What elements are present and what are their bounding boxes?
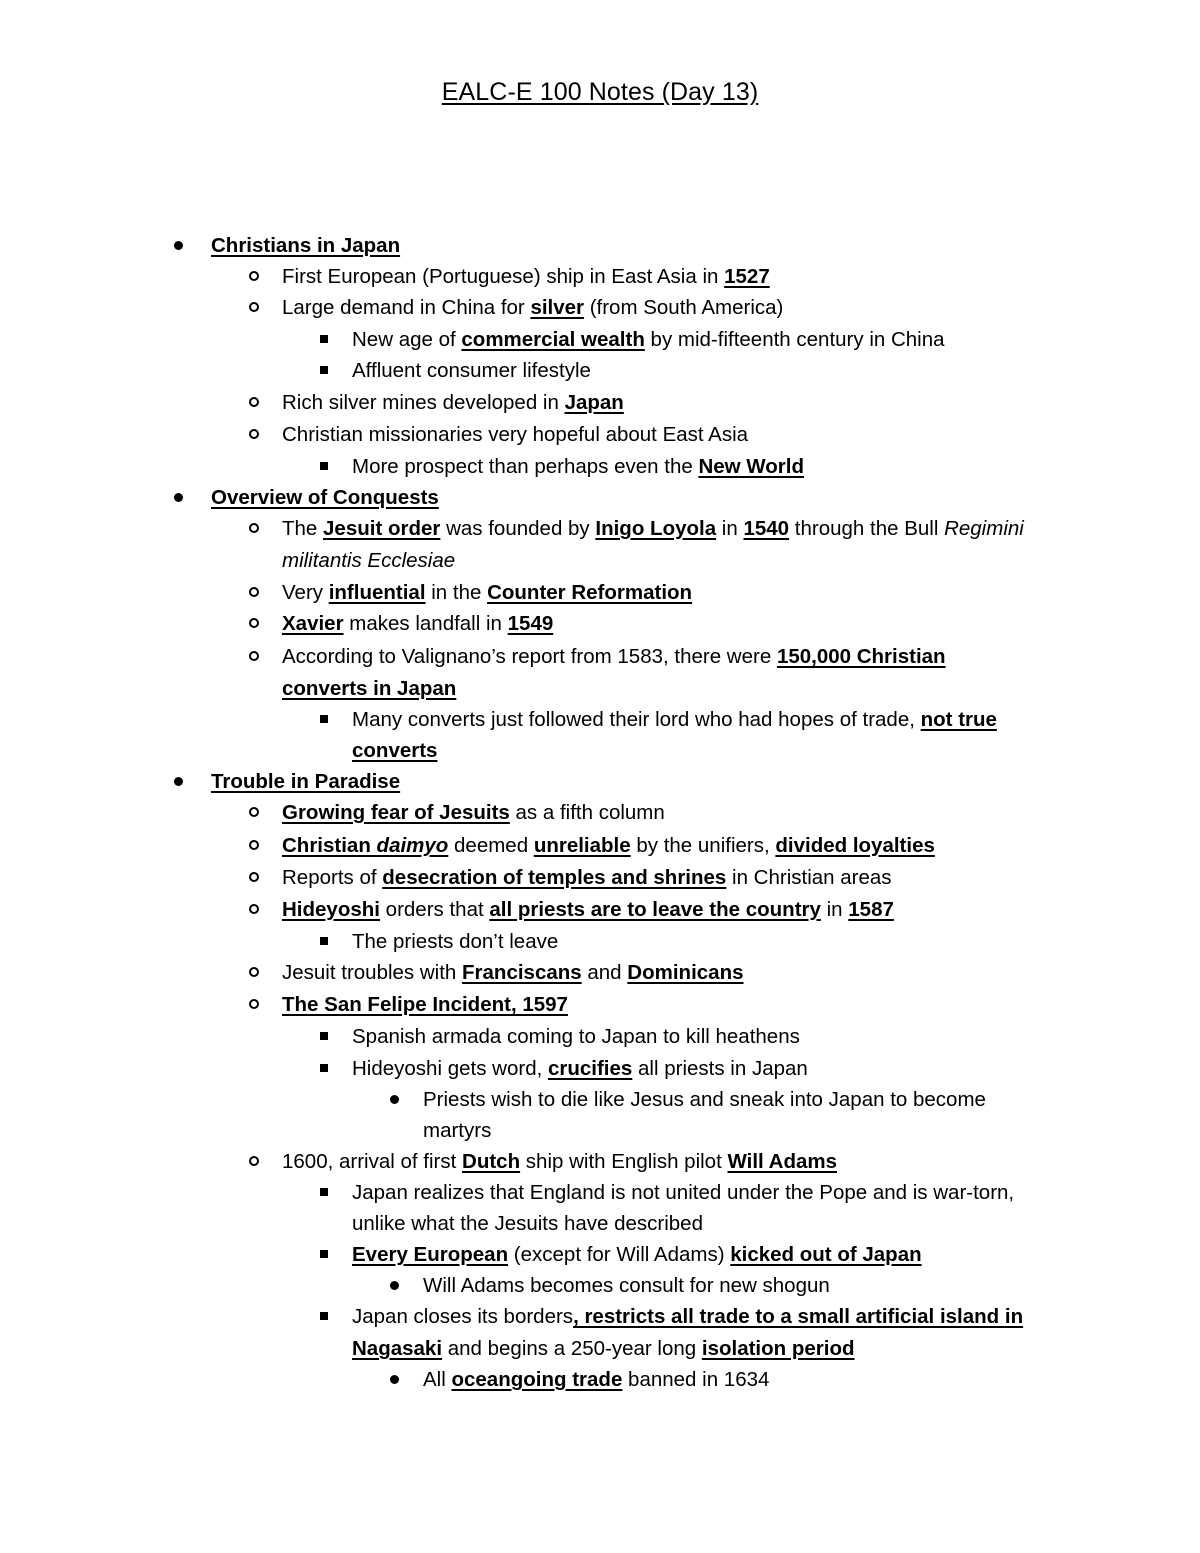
emphasized-text: Overview of Conquests <box>211 486 439 509</box>
emphasized-text: Inigo Loyola <box>595 517 717 540</box>
square-bullet-icon <box>320 937 328 945</box>
emphasized-text: isolation period <box>701 1337 855 1360</box>
emphasized-text: 1527 <box>724 265 770 288</box>
note-text: ship with English pilot <box>520 1150 728 1173</box>
page-title: EALC-E 100 Notes (Day 13) <box>441 78 759 106</box>
note-line-level-2 <box>282 545 455 576</box>
note-line-level-2 <box>282 830 935 861</box>
note-line-level-3 <box>352 324 945 355</box>
emphasized-text: Growing fear of Jesuits <box>282 801 510 824</box>
circle-bullet-icon <box>249 271 259 281</box>
emphasized-text: Xavier <box>282 612 344 635</box>
circle-bullet-icon <box>249 651 259 661</box>
note-line-level-2 <box>282 797 665 828</box>
note-text: makes landfall in <box>343 612 508 635</box>
emphasized-text: 1540 <box>743 517 790 540</box>
emphasized-text: silver <box>530 296 585 319</box>
emphasized-text: influential <box>328 581 426 604</box>
note-text: Affluent consumer lifestyle <box>352 359 591 382</box>
note-line-level-2 <box>282 862 892 893</box>
note-text: unlike what the Jesuits have described <box>352 1212 703 1235</box>
emphasized-text: oceangoing trade <box>451 1368 623 1391</box>
note-line-level-3 <box>352 704 997 735</box>
note-text: Large demand in China for <box>282 296 531 319</box>
note-text: in <box>820 898 849 921</box>
note-line-level-2 <box>282 513 1024 544</box>
emphasized-text: Trouble in Paradise <box>211 770 401 793</box>
emphasized-text: Franciscans <box>462 961 582 984</box>
square-bullet-icon <box>320 715 328 723</box>
note-text: orders that <box>379 898 490 921</box>
note-text: in the <box>425 581 488 604</box>
note-line-level-3 <box>352 355 591 386</box>
note-line-level-4 <box>423 1115 491 1146</box>
note-text: militantis Ecclesiae <box>282 549 456 572</box>
note-line-level-1 <box>211 766 400 797</box>
square-bullet-icon <box>320 1064 328 1072</box>
note-line-level-2 <box>282 608 553 639</box>
note-text: Japan realizes that England is not united under the Pope and is war-torn, <box>352 1181 1015 1204</box>
emphasized-text: all priests are to leave the country <box>489 898 821 921</box>
circle-bullet-icon <box>249 967 259 977</box>
emphasized-text: Nagasaki <box>352 1337 443 1360</box>
emphasized-text: Counter Reformation <box>487 581 693 604</box>
square-bullet-icon <box>320 1032 328 1040</box>
note-line-level-3 <box>352 926 558 957</box>
emphasized-text: not true <box>920 708 997 731</box>
note-text: Priests wish to die like Jesus and sneak into Japan to become <box>423 1088 986 1111</box>
note-line-level-2 <box>282 577 692 608</box>
note-line-level-2 <box>282 989 568 1020</box>
note-line-level-3 <box>352 1177 1014 1208</box>
circle-bullet-icon <box>249 397 259 407</box>
emphasized-text: converts in Japan <box>282 677 457 700</box>
circle-bullet-icon <box>249 840 259 850</box>
circle-bullet-icon <box>249 429 259 439</box>
note-text: The <box>282 517 324 540</box>
emphasized-text: desecration of temples and shrines <box>382 866 727 889</box>
note-line-level-2 <box>282 957 744 988</box>
circle-bullet-icon <box>249 302 259 312</box>
note-line-level-2 <box>282 1146 837 1177</box>
disc-bullet-icon <box>174 241 183 250</box>
disc-bullet-icon <box>390 1281 399 1290</box>
emphasized-text: Jesuit order <box>323 517 441 540</box>
note-text: Japan closes its borders <box>352 1305 574 1328</box>
emphasized-text: Christians in Japan <box>211 234 401 257</box>
note-line-level-3 <box>352 1301 1023 1332</box>
note-line-level-2 <box>282 419 748 450</box>
note-line-level-4 <box>423 1364 769 1395</box>
circle-bullet-icon <box>249 1156 259 1166</box>
note-text: (except for Will Adams) <box>508 1243 731 1266</box>
note-text: Jesuit troubles with <box>282 961 463 984</box>
note-line-level-3 <box>352 1021 800 1052</box>
note-text: banned in 1634 <box>622 1368 770 1391</box>
emphasized-text: Every European <box>352 1243 509 1266</box>
note-text: all priests in Japan <box>632 1057 808 1080</box>
note-line-level-3 <box>352 1333 855 1364</box>
note-line-level-2 <box>282 894 894 925</box>
note-text: Christian missionaries very hopeful about East Asia <box>282 423 749 446</box>
note-text: as a fifth column <box>509 801 665 824</box>
note-text: Will Adams becomes consult for new shogun <box>423 1274 830 1297</box>
circle-bullet-icon <box>249 872 259 882</box>
emphasized-text: New World <box>698 455 804 478</box>
emphasized-text: Hideyoshi <box>282 898 380 921</box>
circle-bullet-icon <box>249 999 259 1009</box>
emphasized-text: converts <box>352 739 438 762</box>
note-text: in <box>716 517 744 540</box>
note-text: Reports of <box>282 866 383 889</box>
circle-bullet-icon <box>249 587 259 597</box>
note-line-level-3 <box>352 1239 922 1270</box>
note-text: Regimini <box>944 517 1024 540</box>
note-text: (from South America) <box>584 296 784 319</box>
note-text: New age of <box>352 328 462 351</box>
disc-bullet-icon <box>174 493 183 502</box>
emphasized-text: kicked out of Japan <box>730 1243 922 1266</box>
note-line-level-2 <box>282 261 770 292</box>
circle-bullet-icon <box>249 807 259 817</box>
note-text: Rich silver mines developed in <box>282 391 565 414</box>
note-line-level-1 <box>211 482 439 513</box>
note-line-level-4 <box>423 1084 986 1115</box>
note-line-level-2 <box>282 292 783 323</box>
note-text: Hideyoshi gets word, <box>352 1057 548 1080</box>
square-bullet-icon <box>320 1188 328 1196</box>
note-text: First European (Portuguese) ship in East Asia in <box>282 265 725 288</box>
note-line-level-2 <box>282 641 946 672</box>
disc-bullet-icon <box>390 1375 399 1384</box>
emphasized-text: divided loyalties <box>775 834 935 857</box>
emphasized-text: Christian <box>282 834 377 857</box>
note-line-level-3 <box>352 1208 703 1239</box>
note-text: All <box>423 1368 452 1391</box>
note-text: According to Valignano’s report from 1583, there were <box>282 645 777 668</box>
circle-bullet-icon <box>249 523 259 533</box>
square-bullet-icon <box>320 1250 328 1258</box>
note-line-level-1 <box>211 230 400 261</box>
square-bullet-icon <box>320 366 328 374</box>
note-line-level-3 <box>352 451 804 482</box>
emphasized-text: 150,000 Christian <box>776 645 946 668</box>
disc-bullet-icon <box>174 777 183 786</box>
emphasized-text: crucifies <box>547 1057 633 1080</box>
note-text: More prospect than perhaps even the <box>352 455 699 478</box>
note-text: Very <box>282 581 329 604</box>
note-text: martyrs <box>423 1119 492 1142</box>
note-text: The priests don’t leave <box>352 930 559 953</box>
emphasized-text: , restricts all trade to a small artificial island in <box>573 1305 1024 1328</box>
emphasized-text: The San Felipe Incident, 1597 <box>282 993 568 1016</box>
square-bullet-icon <box>320 462 328 470</box>
note-text: by the unifiers, <box>630 834 776 857</box>
circle-bullet-icon <box>249 618 259 628</box>
note-text: and <box>581 961 628 984</box>
emphasized-text: unreliable <box>533 834 631 857</box>
emphasized-text: commercial wealth <box>461 328 645 351</box>
note-text: Many converts just followed their lord who had hopes of trade, <box>352 708 921 731</box>
note-line-level-4 <box>423 1270 830 1301</box>
note-line-level-2 <box>282 673 456 704</box>
emphasized-text: Will Adams <box>727 1150 838 1173</box>
note-text: and begins a 250-year long <box>442 1337 702 1360</box>
note-line-level-3 <box>352 1053 808 1084</box>
emphasized-text: 1549 <box>507 612 554 635</box>
note-line-level-2 <box>282 387 624 418</box>
circle-bullet-icon <box>249 904 259 914</box>
emphasized-text: Dutch <box>462 1150 521 1173</box>
emphasized-text: daimyo <box>376 834 449 857</box>
emphasized-text: Dominicans <box>627 961 744 984</box>
note-text: through the Bull <box>789 517 945 540</box>
note-text: was founded by <box>440 517 596 540</box>
note-text: in Christian areas <box>726 866 892 889</box>
note-text: 1600, arrival of first <box>282 1150 463 1173</box>
note-line-level-3 <box>352 735 437 766</box>
disc-bullet-icon <box>390 1095 399 1104</box>
emphasized-text: 1587 <box>848 898 894 921</box>
square-bullet-icon <box>320 1312 328 1320</box>
square-bullet-icon <box>320 335 328 343</box>
emphasized-text: Japan <box>564 391 624 414</box>
note-text: deemed <box>448 834 534 857</box>
note-text: by mid-fifteenth century in China <box>644 328 945 351</box>
note-text: Spanish armada coming to Japan to kill heathens <box>352 1025 800 1048</box>
